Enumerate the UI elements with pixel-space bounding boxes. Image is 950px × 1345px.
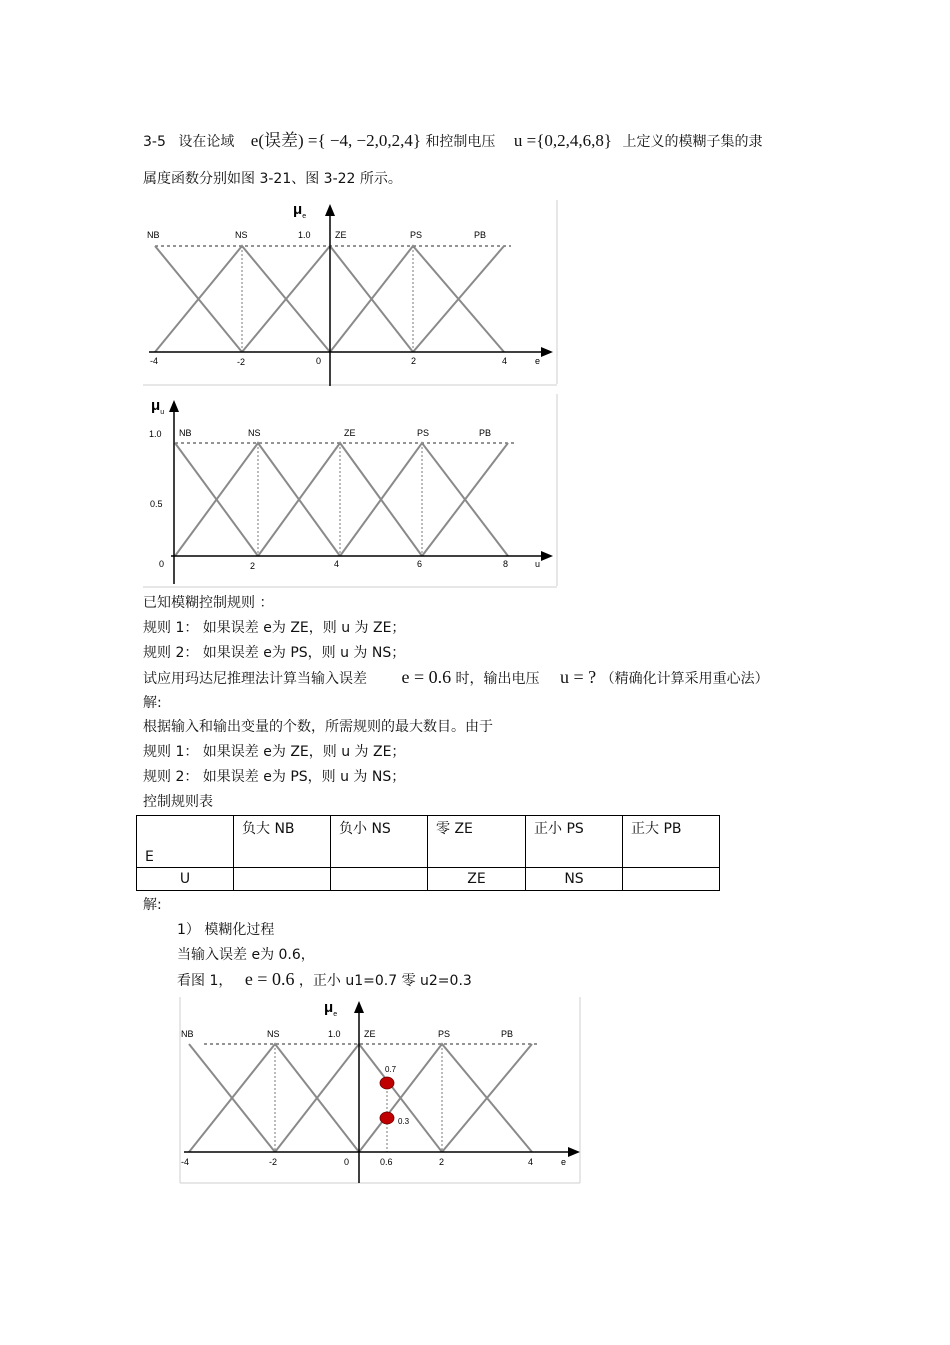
- ze-membership-line: [242, 246, 413, 352]
- problem-text-c: 上定义的模糊子集的隶: [622, 134, 763, 150]
- table-header-cell: 负小 NS: [331, 816, 428, 868]
- step-reading-text-a: 看图 1，: [177, 973, 233, 989]
- tick-label: -4: [181, 1157, 190, 1167]
- solution-label: 解:: [143, 695, 162, 711]
- tick-label: 4: [528, 1157, 534, 1167]
- y-tick-label: 0.5: [150, 499, 163, 509]
- y-axis-label: $\mu_u$: [151, 397, 165, 416]
- set-label-ze: ZE: [335, 230, 347, 240]
- unity-label: 1.0: [298, 230, 311, 240]
- ps-membership-line: [359, 1044, 532, 1152]
- figure-e-membership: [141, 196, 561, 386]
- x-axis-label: u: [535, 559, 541, 569]
- table-cell: [331, 868, 428, 891]
- x-axis-label: e: [535, 356, 541, 366]
- x-axis-arrow-icon: [541, 551, 553, 561]
- problem-text-b: 和控制电压: [425, 134, 496, 150]
- tick-label: 2: [250, 561, 256, 571]
- rule-1: 规则 1： 如果误差 e为 ZE，则 u 为 ZE；: [143, 620, 406, 636]
- problem-line-1: [143, 131, 763, 152]
- step-e-value: e = 0.6: [244, 969, 295, 989]
- set-label-ns: NS: [267, 1029, 280, 1039]
- set-label-pb: PB: [501, 1029, 514, 1039]
- y-axis-label: $\mu_e$: [293, 201, 307, 220]
- tick-label: 2: [439, 1157, 445, 1167]
- tick-label: 6: [417, 559, 423, 569]
- y-axis-label: $\mu_e$: [324, 999, 338, 1018]
- ns-membership-line: [189, 1044, 359, 1152]
- unity-label: 1.0: [328, 1029, 341, 1039]
- question-e-value: e = 0.6: [401, 667, 452, 687]
- tick-label: 0: [344, 1157, 350, 1167]
- set-label-nb: NB: [147, 230, 160, 240]
- tick-label: 0: [316, 356, 322, 366]
- x-axis-label: e: [561, 1157, 567, 1167]
- point-label-0-7: 0.7: [385, 1065, 397, 1074]
- y-axis-arrow-icon: [169, 400, 179, 412]
- ps-membership-line: [330, 246, 504, 352]
- tick-label: 0.6: [380, 1157, 393, 1167]
- table-cell: [234, 868, 331, 891]
- y-tick-label: 1.0: [149, 429, 162, 439]
- solution-label-2: 解:: [143, 897, 162, 913]
- ps-membership-line: [340, 443, 508, 556]
- set-label-ns: NS: [248, 428, 261, 438]
- set-label-ns: NS: [235, 230, 248, 240]
- figure-e-membership-marked: [176, 995, 586, 1185]
- step-membership-reading: [177, 969, 472, 991]
- point-label-0-3: 0.3: [398, 1117, 410, 1126]
- problem-text-a: 设在论域: [178, 134, 235, 150]
- set-label-nb: NB: [181, 1029, 194, 1039]
- tick-label: -2: [237, 357, 246, 367]
- tick-label: 2: [411, 356, 417, 366]
- table-cell: NS: [526, 868, 623, 891]
- table-header-row: [137, 816, 720, 868]
- known-rules-heading: 已知模糊控制规则 ：: [143, 595, 274, 611]
- set-label-pb: PB: [479, 428, 492, 438]
- table-row: [137, 868, 720, 891]
- x-axis-arrow-icon: [541, 347, 553, 357]
- membership-point-ps: [380, 1077, 394, 1089]
- membership-point-ze: [380, 1112, 394, 1124]
- question-text-c: （精确化计算采用重心法）: [600, 671, 769, 687]
- rule-1-repeat: 规则 1： 如果误差 e为 ZE，则 u 为 ZE；: [143, 744, 406, 760]
- set-label-ps: PS: [417, 428, 430, 438]
- u-domain-expr: u ={0,2,4,6,8}: [513, 131, 613, 150]
- question-text-a: 试应用玛达尼推理法计算当输入误差: [143, 671, 367, 687]
- tick-label: -2: [269, 1157, 278, 1167]
- set-label-nb: NB: [179, 428, 192, 438]
- question-u-value: u = ?: [560, 667, 597, 687]
- figure-u-membership: [141, 390, 561, 588]
- step-input-error: 当输入误差 e为 0.6，: [177, 947, 315, 963]
- set-label-ps: PS: [410, 230, 423, 240]
- tick-label: 4: [502, 356, 508, 366]
- table-row-label-u: U: [137, 868, 234, 891]
- e-domain-expr: e(误差) ={ −4, −2,0,2,4}: [250, 131, 421, 150]
- question-text-b: 时，输出电压: [455, 671, 540, 687]
- table-header-cell: 零 ZE: [428, 816, 526, 868]
- tick-label: -4: [150, 356, 159, 366]
- tick-label: 4: [334, 559, 340, 569]
- rule-table-title: 控制规则表: [143, 794, 213, 810]
- set-label-ze: ZE: [364, 1029, 376, 1039]
- rule-2: 规则 2： 如果误差 e为 PS，则 u 为 NS；: [143, 645, 406, 661]
- y-axis-arrow-icon: [354, 1001, 364, 1013]
- y-tick-label: 0: [159, 559, 165, 569]
- problem-line-2: 属度函数分别如图 3-21、图 3-22 所示。: [143, 171, 402, 187]
- set-label-ps: PS: [438, 1029, 451, 1039]
- table-cell: ZE: [428, 868, 526, 891]
- solution-description: 根据输入和输出变量的个数，所需规则的最大数目。由于: [143, 719, 493, 735]
- tick-label: 8: [503, 559, 509, 569]
- step-fuzzification-heading: 1） 模糊化过程: [177, 922, 275, 938]
- question-line: [143, 667, 769, 689]
- set-label-pb: PB: [474, 230, 487, 240]
- problem-number: 3-5: [143, 134, 166, 150]
- set-label-ze: ZE: [344, 428, 356, 438]
- table-header-cell: 正大 PB: [623, 816, 720, 868]
- control-rule-table: [136, 815, 720, 891]
- step-reading-text-c: ，正小 u1=0.7 零 u2=0.3: [298, 973, 472, 989]
- y-axis-arrow-icon: [325, 204, 335, 216]
- table-header-cell: 负大 NB: [234, 816, 331, 868]
- table-header-cell: 正小 PS: [526, 816, 623, 868]
- table-cell: [623, 868, 720, 891]
- table-header-e: E: [137, 816, 234, 868]
- x-axis-arrow-icon: [568, 1147, 580, 1157]
- rule-2-repeat: 规则 2： 如果误差 e为 PS，则 u 为 NS；: [143, 769, 406, 785]
